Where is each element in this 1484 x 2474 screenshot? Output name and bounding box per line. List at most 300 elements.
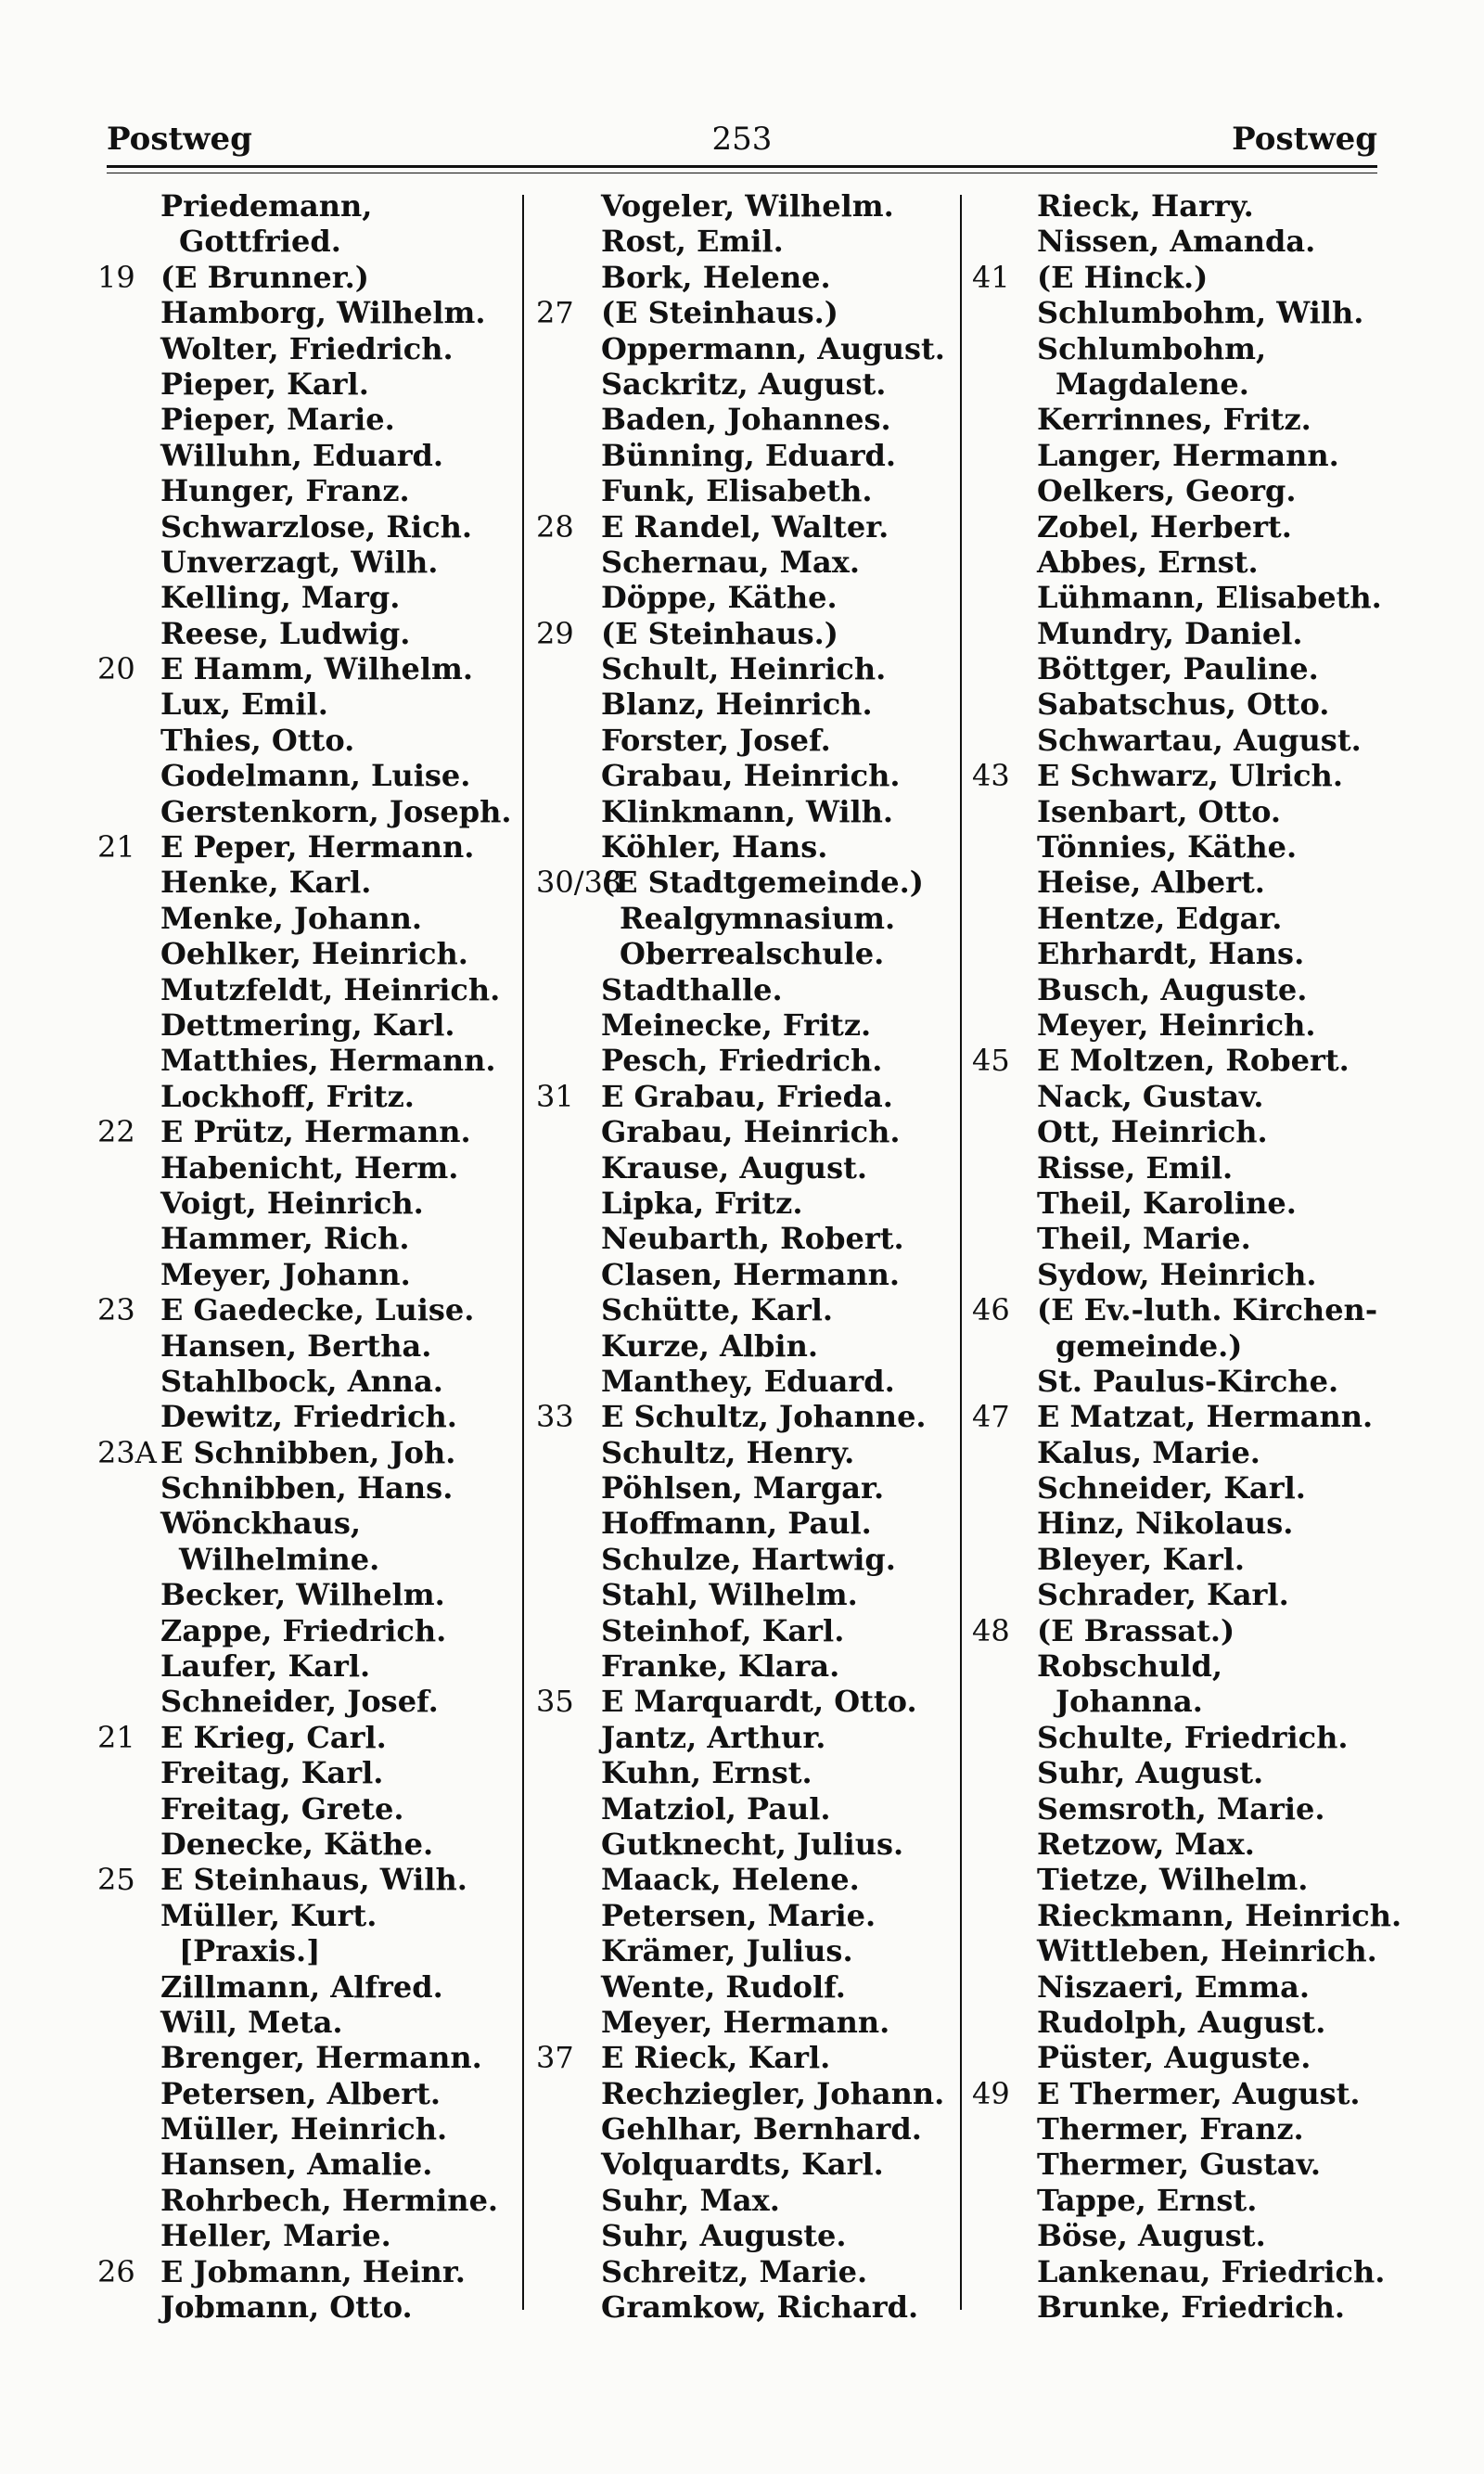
resident-name: Niszaeri, Emma. [1037,1968,1310,2005]
resident-name: Schreitz, Marie. [601,2253,868,2289]
resident-name: Theil, Karoline. [1037,1185,1297,1221]
directory-entry [536,2147,958,2182]
house-number: 25 [97,1862,135,1898]
resident-name: Lux, Emil. [160,686,328,723]
directory-entry [97,509,519,545]
resident-name: Schernau, Max. [601,544,860,580]
directory-entry [536,616,958,651]
house-number: 41 [972,259,1010,295]
resident-name: E Matzat, Hermann. [1037,1399,1374,1435]
resident-name: Schwartau, August. [1037,722,1362,758]
resident-name: Schult, Heinrich. [601,651,887,687]
directory-entry [972,1470,1389,1506]
house-number: 26 [97,2253,135,2289]
directory-entry [97,1827,519,1862]
resident-name: Suhr, August. [1037,1755,1264,1791]
directory-entry [97,1755,519,1790]
directory-entry [97,545,519,580]
resident-name: Nissen, Amanda. [1037,224,1316,260]
resident-name: Dettmering, Karl. [160,1006,455,1043]
directory-entry [97,1720,519,1755]
directory-entry [536,1435,958,1470]
resident-name: Isenbart, Otto. [1037,793,1281,829]
resident-name: Will, Meta. [160,2004,343,2040]
resident-name: Lühmann, Elisabeth. [1037,580,1382,616]
house-number: 20 [97,651,135,687]
resident-name: Matthies, Hermann. [160,1043,496,1079]
resident-name: Schlumbohm, Wilh. [1037,295,1364,331]
directory-entry [536,1043,958,1078]
directory-entry [972,1150,1389,1186]
directory-entry [536,1114,958,1149]
column-divider-1 [522,195,524,2310]
house-number: 33 [536,1399,574,1435]
resident-name: Gehlhar, Bernhard. [601,2111,922,2147]
directory-entry [972,545,1389,580]
resident-name: Sackritz, August. [601,365,887,402]
directory-entry [972,2147,1389,2182]
resident-name: Tietze, Wilhelm. [1037,1862,1309,1898]
directory-entry [536,1542,958,1577]
running-head-right: Postweg [1232,121,1377,158]
directory-entry [97,260,519,295]
directory-entry [972,865,1389,900]
resident-name: Böse, August. [1037,2218,1266,2254]
directory-entry [972,438,1389,473]
directory-entry [536,936,958,971]
directory-entry [97,901,519,936]
resident-name: Rudolph, August. [1037,2004,1326,2040]
resident-name: Rost, Emil. [601,224,784,260]
directory-entry [536,331,958,366]
resident-name: Pesch, Friedrich. [601,1043,883,1079]
resident-name: Lipka, Fritz. [601,1185,803,1221]
directory-entry [972,1827,1389,1862]
resident-name: Klinkmann, Wilh. [601,793,894,829]
directory-entry [972,1862,1389,1897]
directory-entry [97,438,519,473]
resident-name: Abbes, Ernst. [1037,544,1259,580]
directory-entry [972,2111,1389,2147]
directory-entry [972,2289,1389,2325]
resident-name: Oelkers, Georg. [1037,473,1297,509]
resident-name: Schnibben, Hans. [160,1470,454,1506]
resident-name: Kelling, Marg. [160,580,401,616]
resident-name: Rieckmann, Heinrich. [1037,1897,1402,1933]
directory-entry [972,295,1389,330]
directory-entry [97,972,519,1007]
resident-name: Henke, Karl. [160,865,372,901]
directory-entry [536,1328,958,1364]
resident-name: Langer, Hermann. [1037,437,1339,473]
resident-name: Wönckhaus, [160,1506,362,1542]
house-number: 27 [536,295,574,331]
resident-name: Gottfried. [179,224,341,260]
resident-name: Meyer, Johann. [160,1256,411,1292]
directory-entry [536,2040,958,2075]
directory-entry [97,829,519,865]
resident-name: Blanz, Heinrich. [601,686,873,723]
resident-name: Rieck, Harry. [1037,188,1254,224]
resident-name: (E Brassat.) [1037,1612,1235,1648]
directory-entry [97,2111,519,2147]
resident-name: Schneider, Karl. [1037,1470,1306,1506]
house-number: 23 [97,1292,135,1328]
resident-name: Rechziegler, Johann. [601,2075,945,2111]
directory-entry [536,1898,958,1933]
resident-name: Gramkow, Richard. [601,2289,919,2326]
resident-name: E Randel, Walter. [601,508,889,545]
resident-name: Semsroth, Marie. [1037,1790,1325,1827]
directory-entry [97,2040,519,2075]
directory-entry [972,1292,1389,1327]
directory-entry [972,402,1389,437]
resident-name: E Moltzen, Robert. [1037,1043,1350,1079]
directory-entry [97,651,519,686]
directory-entry [972,1897,1402,1933]
resident-name: Oppermann, August. [601,330,945,366]
resident-name: Meyer, Heinrich. [1037,1006,1316,1043]
directory-entry [972,1435,1389,1470]
resident-name: Matziol, Paul. [601,1790,831,1827]
directory-entry [972,901,1389,936]
directory-entry [972,758,1389,793]
resident-name: Mundry, Daniel. [1037,615,1303,651]
directory-entry [972,936,1389,971]
house-number: 30/38 [536,865,622,901]
header-rule-thick [107,165,1377,168]
directory-entry [972,1079,1389,1114]
resident-name: Suhr, Max. [601,2182,780,2218]
resident-name: Wilhelmine. [179,1541,380,1577]
directory-entry [97,758,519,793]
resident-name: Ehrhardt, Hans. [1037,936,1305,972]
resident-name: Wente, Rudolf. [601,1968,846,2005]
directory-entry [972,366,1389,402]
directory-entry [97,1257,519,1292]
resident-name: Brunke, Friedrich. [1037,2289,1346,2326]
resident-name: Hammer, Rich. [160,1221,410,1257]
directory-entry [97,402,519,437]
directory-entry [536,1648,958,1684]
directory-entry [97,1506,519,1541]
directory-entry [536,2289,958,2325]
resident-name: Grabau, Heinrich. [601,758,901,794]
house-number: 47 [972,1399,1010,1435]
page-number: 253 [711,121,773,158]
resident-name: Wolter, Friedrich. [160,330,454,366]
directory-entry [97,1542,519,1577]
directory-entry [97,188,519,224]
resident-name: Unverzagt, Wilh. [160,544,439,580]
directory-entry [97,2147,519,2182]
resident-name: Petersen, Marie. [601,1897,876,1933]
resident-name: Brenger, Hermann. [160,2040,482,2076]
resident-name: E Rieck, Karl. [601,2040,831,2076]
resident-name: Thermer, Gustav. [1037,2147,1321,2183]
resident-name: Johanna. [1055,1684,1203,1720]
directory-entry [972,1542,1389,1577]
directory-entry [972,2076,1389,2111]
directory-entry [972,972,1389,1007]
directory-entry [536,2005,958,2040]
resident-name: E Steinhaus, Wilh. [160,1862,467,1898]
resident-name: Realgymnasium. [620,900,896,936]
directory-entry [972,2183,1389,2218]
resident-name: Heise, Albert. [1037,865,1265,901]
resident-name: (E Stadtgemeinde.) [601,865,924,901]
resident-name: Tönnies, Käthe. [1037,829,1298,865]
directory-entry [97,331,519,366]
directory-entry [536,2076,958,2111]
directory-entry [97,1470,519,1506]
directory-entry [536,509,958,545]
directory-entry [972,580,1389,615]
resident-name: Bleyer, Karl. [1037,1541,1246,1577]
directory-entry [536,1292,958,1327]
resident-name: Vogeler, Wilhelm. [601,188,894,224]
directory-entry [97,2005,519,2040]
directory-entry [97,686,519,722]
house-number: 22 [97,1114,135,1150]
directory-entry [536,1613,958,1648]
resident-name: Köhler, Hans. [601,829,828,865]
resident-name: [Praxis.] [179,1933,321,1969]
house-number: 35 [536,1684,574,1720]
directory-entry [536,972,958,1007]
directory-entry [536,366,958,402]
resident-name: Meyer, Hermann. [601,2004,890,2040]
resident-name: Hoffmann, Paul. [601,1506,872,1542]
resident-name: Schütte, Karl. [601,1292,834,1328]
resident-name: E Thermer, August. [1037,2075,1361,2111]
directory-entry [972,1257,1389,1292]
resident-name: Hinz, Nikolaus. [1037,1506,1294,1542]
directory-entry [536,1257,958,1292]
directory-entry [536,901,958,936]
directory-entry [972,1720,1389,1755]
column-1 [97,188,519,2325]
directory-entry [97,2254,519,2289]
resident-name: Schneider, Josef. [160,1684,439,1720]
directory-entry [972,1186,1389,1221]
directory-entry [536,794,958,829]
resident-name: Stahl, Wilhelm. [601,1577,858,1613]
directory-entry [97,1898,519,1933]
resident-name: Müller, Kurt. [160,1897,377,1933]
resident-name: Oberrealschule. [620,936,885,972]
directory-entry [97,2289,519,2325]
directory-entry [97,1364,519,1399]
resident-name: Schultz, Henry. [601,1434,855,1470]
resident-name: Godelmann, Luise. [160,758,471,794]
house-number: 43 [972,758,1010,794]
house-number: 45 [972,1043,1010,1079]
resident-name: Nack, Gustav. [1037,1078,1264,1114]
resident-name: Sydow, Heinrich. [1037,1256,1317,1292]
resident-name: Thies, Otto. [160,722,355,758]
directory-entry [97,1079,519,1114]
directory-entry [972,1648,1389,1684]
page-header [107,116,1377,162]
resident-name: Pieper, Karl. [160,365,369,402]
resident-name: Rohrbech, Hermine. [160,2182,499,2218]
resident-name: Gerstenkorn, Joseph. [160,793,512,829]
resident-name: Mutzfeldt, Heinrich. [160,971,501,1007]
resident-name: E Prütz, Hermann. [160,1114,471,1150]
directory-entry [97,1791,519,1827]
resident-name: Hunger, Franz. [160,473,410,509]
resident-name: Neubarth, Robert. [601,1221,904,1257]
directory-entry [97,865,519,900]
house-number: 23A [97,1434,157,1470]
resident-name: Risse, Emil. [1037,1149,1234,1186]
directory-entry [536,1150,958,1186]
resident-name: Kalus, Marie. [1037,1434,1260,1470]
resident-name: Heller, Marie. [160,2218,391,2254]
resident-name: E Schwarz, Ulrich. [1037,758,1343,794]
directory-entry [97,224,519,259]
directory-entry [972,1328,1389,1364]
resident-name: Thermer, Franz. [1037,2111,1304,2147]
directory-entry [536,545,958,580]
house-number: 28 [536,508,574,545]
resident-name: E Marquardt, Otto. [601,1684,917,1720]
directory-entry [97,295,519,330]
directory-entry [536,438,958,473]
resident-name: Pöhlsen, Margar. [601,1470,885,1506]
resident-name: Böttger, Pauline. [1037,651,1319,687]
directory-entry [972,1791,1389,1827]
directory-entry [97,1328,519,1364]
directory-entry [972,1043,1389,1078]
resident-name: E Hamm, Wilhelm. [160,651,473,687]
directory-entry [972,509,1389,545]
directory-entry [97,580,519,615]
resident-name: Hansen, Bertha. [160,1327,432,1364]
resident-name: Volquardts, Karl. [601,2147,884,2183]
directory-entry [536,758,958,793]
resident-name: E Jobmann, Heinr. [160,2253,466,2289]
resident-name: Voigt, Heinrich. [160,1185,424,1221]
resident-name: (E Brunner.) [160,259,369,295]
directory-entry [536,1720,958,1755]
resident-name: Schulte, Friedrich. [1037,1719,1349,1755]
resident-name: E Schnibben, Joh. [160,1434,456,1470]
directory-entry [97,1613,519,1648]
directory-entry [97,1933,519,1968]
directory-entry [97,1221,519,1256]
directory-entry [97,1862,519,1897]
directory-entry [97,2076,519,2111]
directory-entry [97,2218,519,2253]
house-number: 49 [972,2075,1010,2111]
house-number: 31 [536,1078,574,1114]
directory-entry [97,794,519,829]
directory-entry [97,1648,519,1684]
directory-entry [97,1684,519,1719]
directory-entry [97,1150,519,1186]
directory-entry [972,224,1389,259]
directory-entry [972,1969,1389,2005]
resident-name: Habenicht, Herm. [160,1149,459,1186]
directory-entry [536,865,958,900]
house-number: 21 [97,1719,135,1755]
directory-entry [972,188,1389,224]
resident-name: Lockhoff, Fritz. [160,1078,415,1114]
resident-name: Hansen, Amalie. [160,2147,433,2183]
resident-name: Bork, Helene. [601,259,831,295]
directory-entry [97,1114,519,1149]
directory-entry [97,1186,519,1221]
house-number: 46 [972,1292,1010,1328]
resident-name: Ott, Heinrich. [1037,1114,1268,1150]
column-3 [972,188,1402,2326]
directory-entry [536,402,958,437]
resident-name: Gutknecht, Julius. [601,1826,904,1862]
house-number: 37 [536,2040,574,2076]
house-number: 29 [536,615,574,651]
resident-name: Laufer, Karl. [160,1648,371,1685]
directory-entry [536,1470,958,1506]
resident-name: Schwarzlose, Rich. [160,508,472,545]
directory-entry [97,366,519,402]
resident-name: Suhr, Auguste. [601,2218,847,2254]
resident-name: Kerrinnes, Fritz. [1037,402,1311,438]
resident-name: Lankenau, Friedrich. [1037,2253,1386,2289]
resident-name: Franke, Klara. [601,1648,840,1685]
directory-entry [972,1506,1389,1541]
resident-name: Dewitz, Friedrich. [160,1399,457,1435]
resident-name: Manthey, Eduard. [601,1363,895,1399]
directory-entry [972,1933,1389,1968]
directory-entry [536,1079,958,1114]
resident-name: Schlumbohm, [1037,330,1267,366]
resident-name: Jantz, Arthur. [601,1719,826,1755]
resident-name: Freitag, Grete. [160,1790,404,1827]
directory-entry [536,1007,958,1043]
resident-name: (E Steinhaus.) [601,295,838,331]
resident-name: (E Steinhaus.) [601,615,838,651]
directory-entry [536,1791,958,1827]
directory-entry [536,260,958,295]
resident-name: Schulze, Hartwig. [601,1541,896,1577]
directory-entry [536,188,958,224]
resident-name: Willuhn, Eduard. [160,437,444,473]
directory-entry [97,1043,519,1078]
resident-name: (E Ev.-luth. Kirchen- [1037,1292,1378,1328]
directory-entry [972,1221,1389,1256]
resident-name: Zappe, Friedrich. [160,1612,447,1648]
directory-entry [97,723,519,758]
directory-entry [536,1506,958,1541]
directory-entry [97,1399,519,1434]
directory-entry [972,1114,1389,1149]
directory-entry [536,1364,958,1399]
resident-name: Döppe, Käthe. [601,580,838,616]
directory-entry [972,331,1389,366]
resident-name: Clasen, Hermann. [601,1256,900,1292]
resident-name: Priedemann, [160,188,373,224]
resident-name: Maack, Helene. [601,1862,860,1898]
directory-entry [536,2183,958,2218]
directory-entry [972,1007,1389,1043]
resident-name: Busch, Auguste. [1037,971,1308,1007]
directory-entry [972,1613,1389,1648]
directory-entry [536,473,958,508]
directory-entry [536,1862,958,1897]
resident-name: E Peper, Hermann. [160,829,475,865]
